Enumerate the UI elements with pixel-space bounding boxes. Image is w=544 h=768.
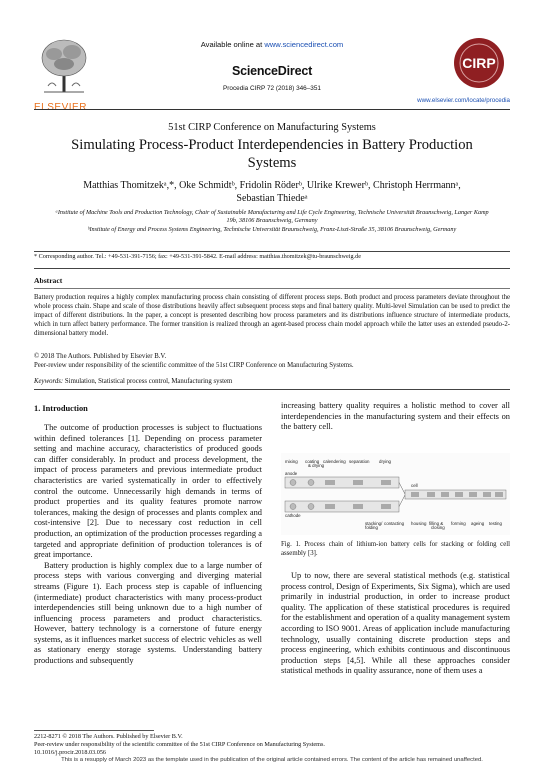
- copyright-line: © 2018 The Authors. Published by Elsevier B.V.: [34, 353, 167, 360]
- label-anode: anode: [285, 471, 298, 476]
- footer-divider: [34, 730, 154, 731]
- cirp-logo-icon: [452, 36, 506, 90]
- label-stacking: stacking/: [365, 521, 383, 526]
- label-testing: testing: [489, 521, 502, 526]
- label-coating: coating: [305, 459, 320, 464]
- right-column-bottom: [281, 571, 510, 677]
- sciencedirect-link[interactable]: www.sciencedirect.com: [264, 40, 344, 49]
- svg-text:CIRP: CIRP: [462, 55, 496, 71]
- abstract-text: Battery production requires a highly complex manufacturing process chain consisting of different process steps. Both product and process parameters deviate throughout the whole process chain. Shape and scale of those distributions heavily affect subsequent process steps and final battery quality. Multi-level Simulation can be used to predict the impact of different distributions. In the paper, a concept is presented describing how process parameters and its distributions influence structure of intermediate products, which in turn affect battery performance. The former transition is realized through an agent-based process chain model approach while the latter uses an extended pseudo-2-dimensional battery model.: [34, 294, 510, 337]
- label-separation: separation: [349, 459, 370, 464]
- resupply-notice: This is a resupply of March 2023 as the template used in the publication of the original article contained errors. The content of the article has remained unaffected.: [61, 757, 483, 763]
- intro-paragraph-2: Battery production is highly complex due to a large number of process steps with various converging and diverging material streams (Figure 1). Each process step is capable of influencing (intermediate) product characteristics with many process-product interdependencies still being unknown due to a high number of influencing process parameters and product characteristics. However, battery technology is a cornerstone of future energy systems, as it influences market success of electric vehicles as well as stationary energy storage systems. Understanding battery productions and subsequently: [34, 560, 262, 666]
- paper-title-line1: Simulating Process-Product Interdependencies in Battery Production: [71, 137, 473, 153]
- section-heading-introduction: 1. Introduction: [34, 404, 88, 413]
- paper-title-line2: Systems: [247, 155, 297, 171]
- label-calendering: calendering: [323, 459, 346, 464]
- abstract-heading: Abstract: [34, 276, 63, 285]
- label-filling: filling &: [429, 521, 444, 526]
- label-housing: housing: [411, 521, 427, 526]
- right-paragraph-1: increasing battery quality requires a holistic method to cover all interdependencies in the manufacturing system and their effects on the battery cell.: [281, 401, 510, 432]
- footer-peer-review: Peer-review under responsibility of the scientific committee of the 51st CIRP Conference on Manufacturing Systems.: [34, 741, 325, 748]
- footer-issn: 2212-8271 © 2018 The Authors. Published by Elsevier B.V.: [34, 733, 183, 740]
- journal-reference: Procedia CIRP 72 (2018) 346–351: [223, 85, 321, 92]
- label-cell: cell: [411, 483, 418, 488]
- cirp-logo: [452, 36, 506, 90]
- right-column-top: [281, 401, 510, 433]
- sciencedirect-brand: ScienceDirect: [231, 64, 313, 78]
- label-drying: drying: [379, 459, 391, 464]
- elsevier-wordmark: ELSEVIER: [34, 102, 87, 113]
- elsevier-logo: [34, 36, 94, 113]
- process-chain-diagram: [281, 453, 510, 535]
- footer-doi: 10.1016/j.procir.2018.03.056: [34, 749, 107, 756]
- label-ageing: ageing: [471, 521, 485, 526]
- affiliation-b: ᵇInstitute of Energy and Process Systems Engineering, Technische Universität Braunschweig, Franz-Liszt-Straße 35, 38106 Braunschweig, Germany: [87, 226, 457, 233]
- left-column: [34, 423, 262, 667]
- affiliation-a: ᵃInstitute of Machine Tools and Production Technology, Chair of Sustainable Manufacturing and Life Cycle Engineering, Technische Universität Braunschweig, Langer Kamp 19b, 38106 Braunschweig, Germany: [55, 209, 489, 224]
- conference-name: 51st CIRP Conference on Manufacturing Systems: [168, 122, 376, 133]
- keywords-label: Keywords:: [34, 378, 64, 385]
- keywords-text: Simulation, Statistical process control, Manufacturing system: [64, 378, 233, 385]
- label-cathode: cathode: [285, 513, 301, 518]
- intro-paragraph-1: The outcome of production processes is subject to fluctuations within defined tolerances [1]. Depending on process parameter setting and machine accuracy, characteristics of produced goods can differ considerably. In product and process development, the impact of process parameters and previous intermediate product characteristics are varied systematically in order to effectively control the outcome. Unnecessarily high demands in terms of product properties and its quality features promote narrow tolerances, making the design of processes and plants complex and cost-intensive [2]. Due to necessary cost reduction in cell production, an optimization of the production processes regarding a targeted and appropriate definition of production tolerances is of great importance.: [34, 423, 262, 560]
- label-folding: folding: [365, 525, 378, 530]
- label-contacting: contacting: [384, 521, 405, 526]
- label-drying-sub: & drying: [308, 463, 325, 468]
- corresponding-author: * Corresponding author. Tel.: +49-531-391-7156; fax: +49-531-391-5842. E-mail address: matthias.thomitzek@tu-braunschweig.de: [34, 253, 361, 260]
- figure-1-caption: Fig. 1. Process chain of lithium-ion battery cells for stacking or folding cell assembly [3].: [281, 541, 510, 557]
- elsevier-tree-icon: [34, 36, 94, 96]
- label-forming: forming: [451, 521, 466, 526]
- authors-line2: Sebastian Thiedeᵃ: [236, 193, 308, 204]
- label-mixing: mixing: [285, 459, 298, 464]
- figure-1: [281, 453, 510, 535]
- right-paragraph-2: Up to now, there are several statistical methods (e.g. statistical process control, Design of Experiments, Six Sigma), which are used primarily in industrial production, in order to increase product quality. The application of these statistical procedures is required for the establishment and operation of a quality management system according to ISO 9001. Areas of application include manufacturing technology, usually containing discrete production steps and process engineering, which exhibits continuous and discontinuous production steps [4,5]. While all these approaches consider statistical methods in quality assurance, none of them uses a: [281, 571, 510, 676]
- availability-line: [150, 40, 394, 49]
- available-prefix: Available online at: [200, 40, 265, 49]
- label-closing: closing: [431, 525, 445, 530]
- keywords-line: [34, 377, 510, 386]
- peer-review-line: Peer-review under responsibility of the scientific committee of the 51st CIRP Conference on Manufacturing Systems.: [34, 362, 354, 369]
- authors-line1: Matthias Thomitzekᵃ,*, Oke Schmidtᵇ, Fridolin Röderᵇ, Ulrike Krewerᵇ, Christoph Herrmannᵃ,: [83, 180, 461, 191]
- procedia-homepage-link[interactable]: www.elsevier.com/locate/procedia: [417, 97, 510, 104]
